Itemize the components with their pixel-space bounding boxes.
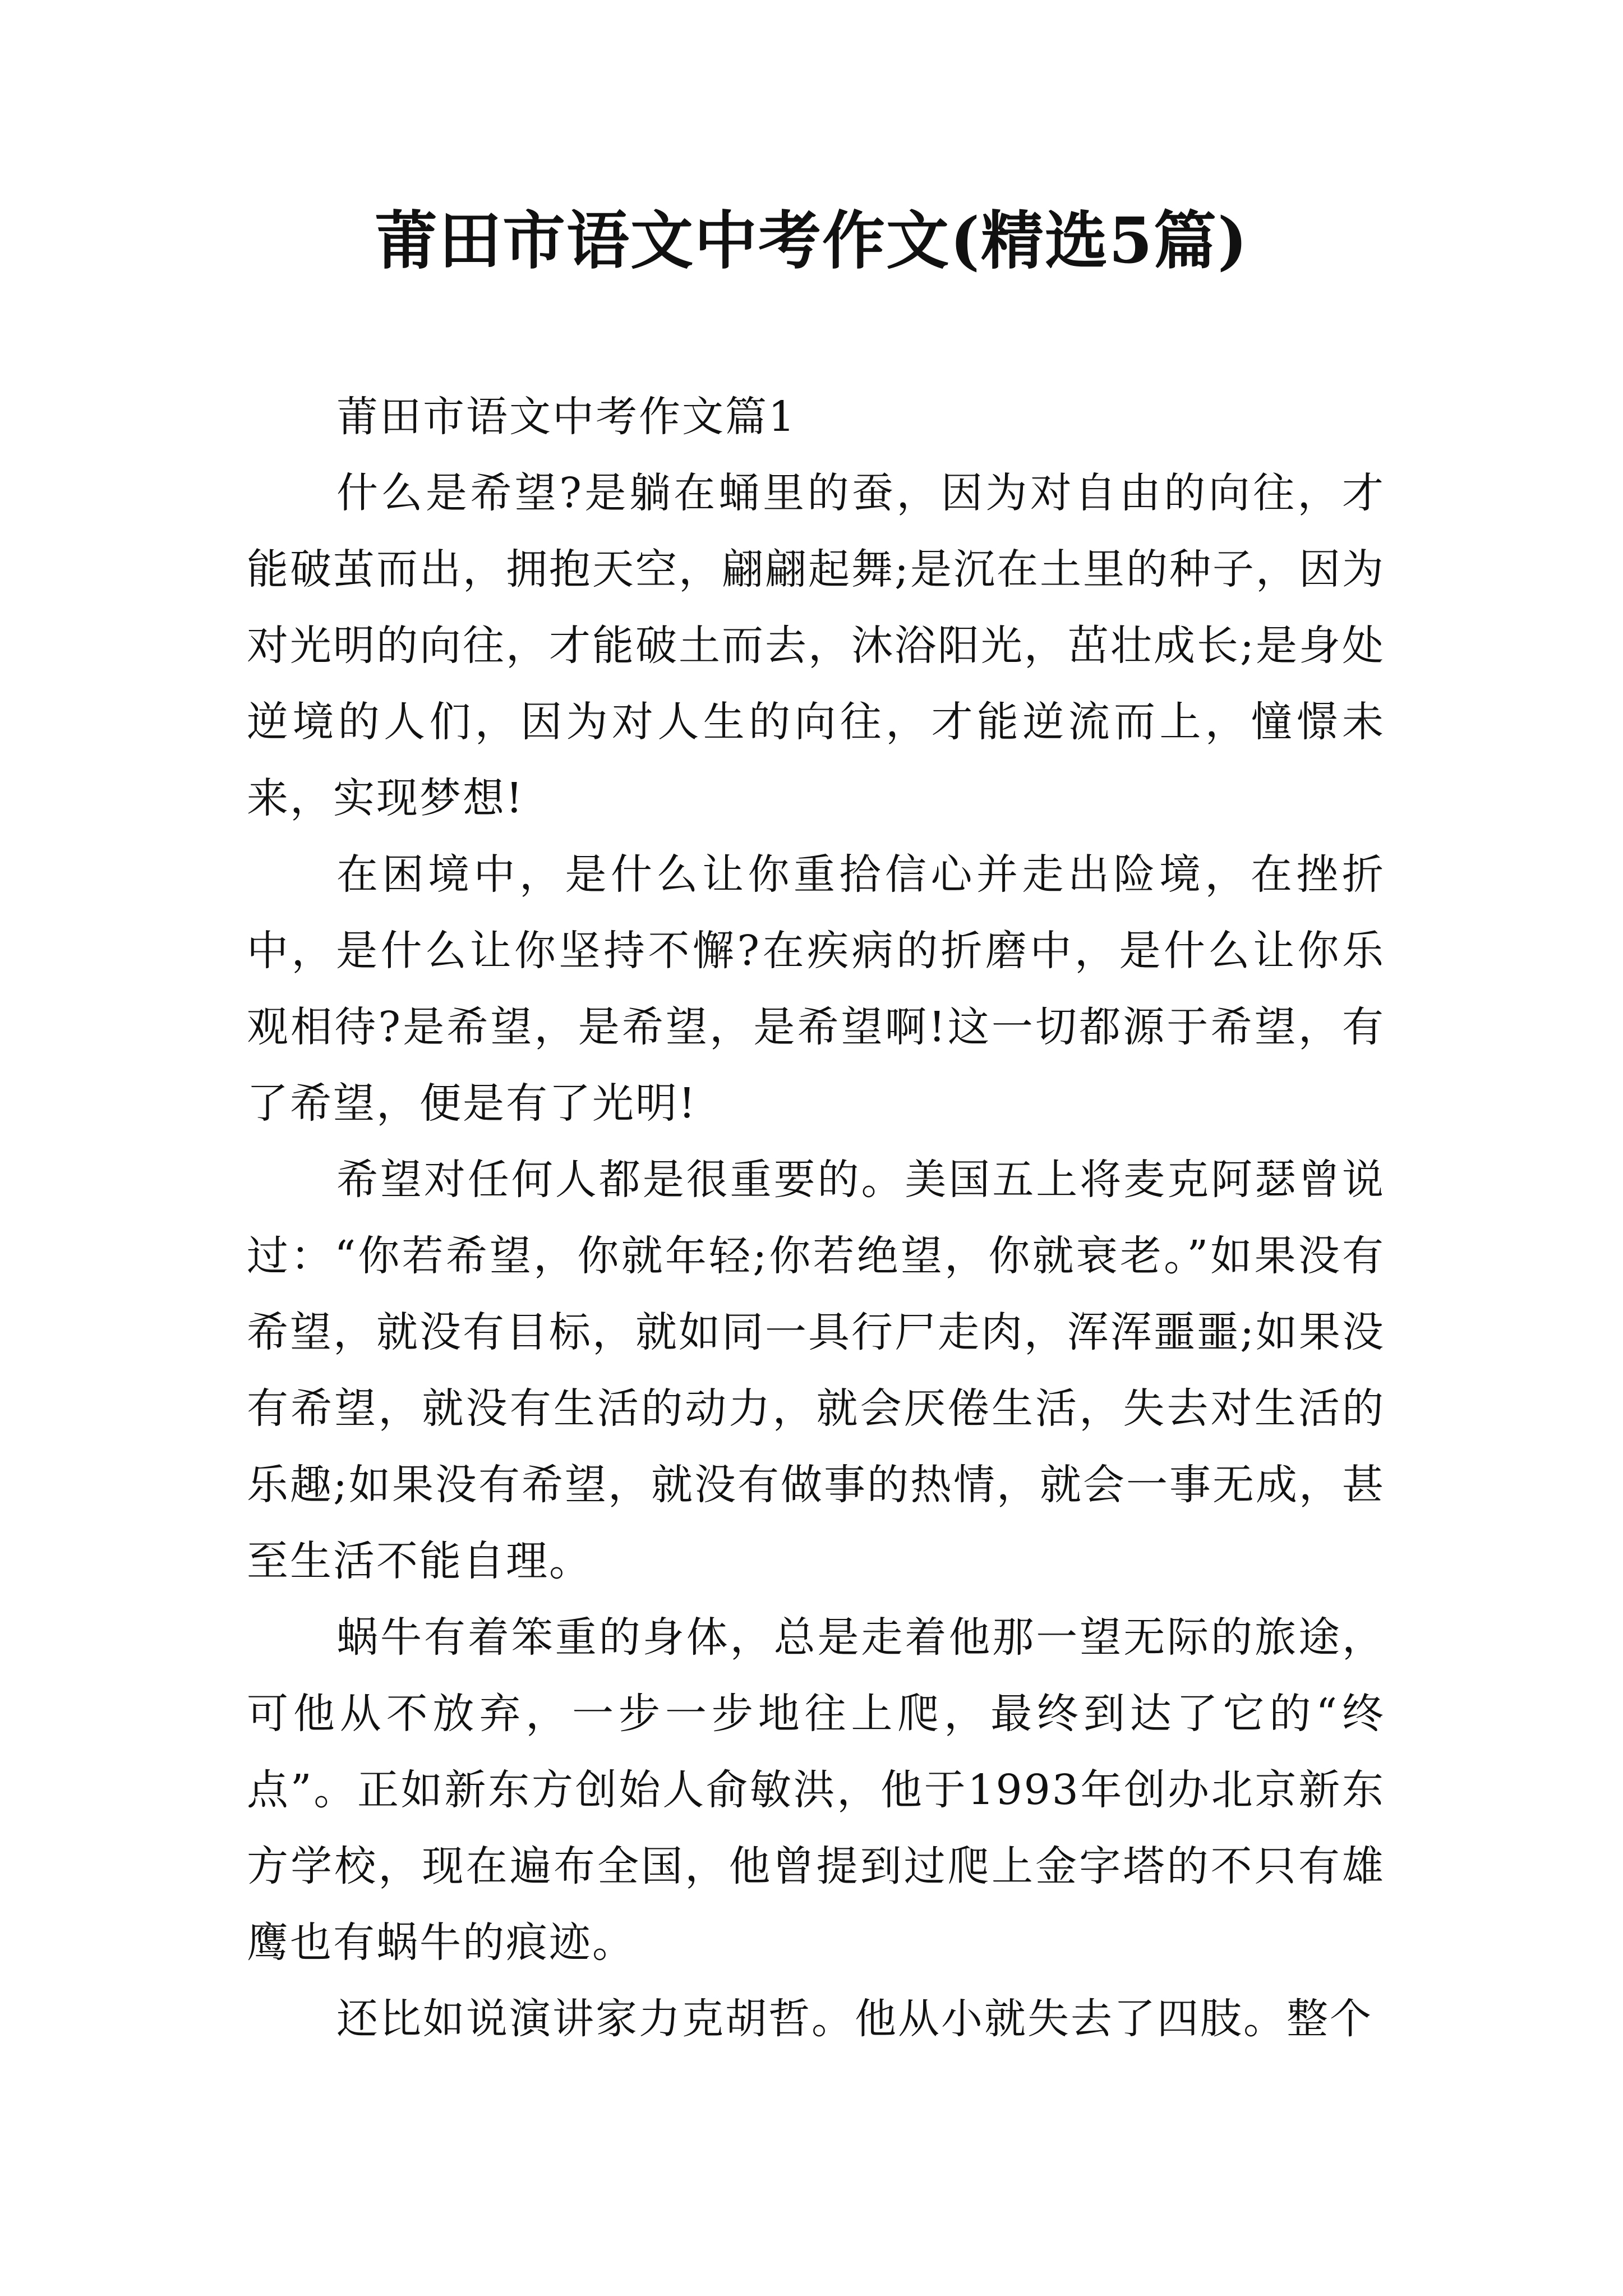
document-title: 莆田市语文中考作文(精选5篇) xyxy=(375,204,1248,278)
paragraph: 在困境中，是什么让你重拾信心并走出险境，在挫折中，是什么让你坚持不懈?在疾病的折磨中，是什么让你乐观相待?是希望，是希望，是希望啊!这一切都源于希望，有了希望，便是有了光明! xyxy=(247,850,1385,1128)
paragraph: 希望对任何人都是很重要的。美国五上将麦克阿瑟曾说过：“你若希望，你就年轻;你若绝望，你就衰老。”如果没有希望，就没有目标，就如同一具行尸走肉，浑浑噩噩;如果没有希望，就没有生活的动力，就会厌倦生活，失去对生活的乐趣;如果没有希望，就没有做事的热情，就会一事无成，甚至生活不能自理。 xyxy=(247,1156,1385,1585)
document-body xyxy=(247,379,1385,2057)
paragraph: 还比如说演讲家力克胡哲。他从小就失去了四肢。整个 xyxy=(336,1995,1373,2043)
paragraph: 什么是希望?是躺在蛹里的蚕，因为对自由的向往，才能破茧而出，拥抱天空，翩翩起舞;是沉在土里的种子，因为对光明的向往，才能破土而去，沐浴阳光，茁壮成长;是身处逆境的人们，因为对人生的向往，才能逆流而上，憧憬未来，实现梦想! xyxy=(247,469,1385,822)
section-heading: 莆田市语文中考作文篇1 xyxy=(336,393,797,441)
paragraph: 蜗牛有着笨重的身体，总是走着他那一望无际的旅途，可他从不放弃，一步一步地往上爬，最终到达了它的“终点”。正如新东方创始人俞敏洪，他于1993年创办北京新东方学校，现在遍布全国，他曾提到过爬上金字塔的不只有雄鹰也有蜗牛的痕迹。 xyxy=(247,1613,1385,1967)
